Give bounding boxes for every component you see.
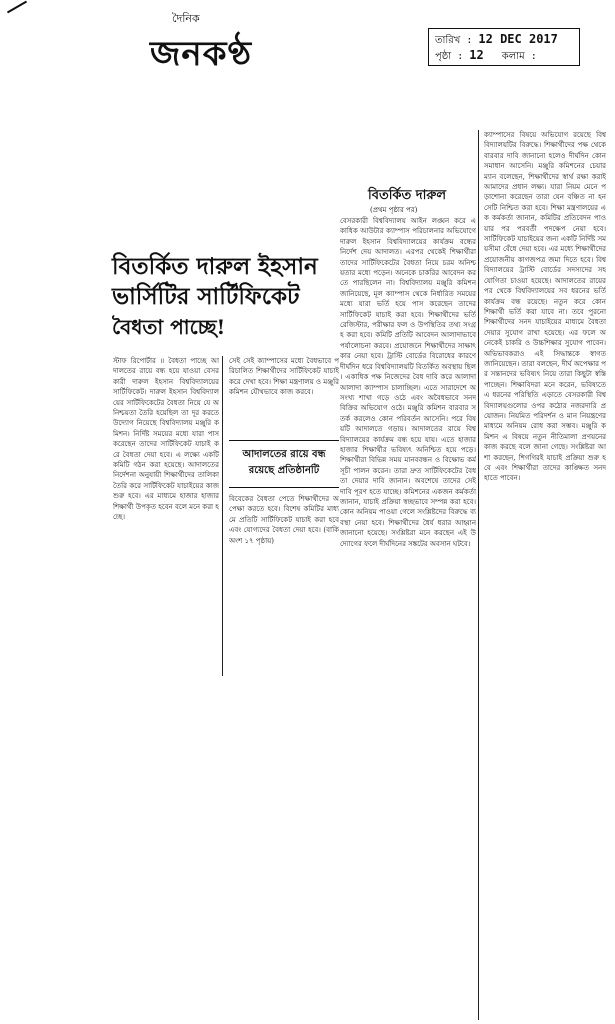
- article-body-column-2-lower: বিবেকের বৈধতা পেতে শিক্ষার্থীদের অপেক্ষা করতে হবে। বিশেষ কমিটির মাধ্যমে প্রতিটি সার্টিফিকেট যাচাই করা হবে এবং যোগ্যদের বৈধতা দেয়া হবে। (বাকি অংশ ১৭ পৃষ্ঠায়): [229, 495, 339, 545]
- continuation-column-divider: [478, 130, 479, 1020]
- headline-line-2: ভার্সিটির সার্টিফিকেট: [112, 283, 300, 310]
- article-body-column-1: স্টাফ রিপোর্টার ॥ বৈধতা পাচ্ছে আদালতের রায়ে বন্ধ হয়ে যাওয়া বেসরকারী দারুল ইহসান বিশ্ববিদ্যালয়ের সার্টিফিকেট। দারুল ইহসান বিশ্ববিদ্যালয়ের সার্টিফিকেটের বৈধতা নিয়ে যে অনিশ্চয়তা তৈরি হয়েছিল তা দূর করতে উদ্যোগ নিয়েছে বিশ্ববিদ্যালয় মঞ্জুরি কমিশন। নির্দিষ্ট সময়ের মধ্যে যারা পাস করেছেন তাদের সার্টিফিকেট যাচাই করে বৈধতা দেয়া হবে। এ লক্ষ্যে একটি কমিটি গঠন করা হয়েছে। আদালতের নির্দেশনা অনুযায়ী শিক্ষার্থীদের তালিকা তৈরি করে সার্টিফিকেট যাচাইয়ের কাজ শুরু হবে। এর মাধ্যমে হাজার হাজার শিক্ষার্থী উপকৃত হবেন বলে মনে করা হচ্ছে।: [113, 357, 219, 522]
- article-body-column-2: সেই সেই ক্যাম্পাসের মধ্যে বৈধভাবে পরিচালিত শিক্ষার্থীদের সার্টিফিকেট যাচাই করে দেখা হবে। শিক্ষা মন্ত্রণালয় ও মঞ্জুরি কমিশন যৌথভাবে কাজ করবে।: [229, 357, 339, 397]
- clipping-date-stamp: তারিখ : 12 DEC 2017 পৃষ্ঠা : 12 কলাম :: [428, 28, 580, 66]
- stamp-date-label: তারিখ: [435, 35, 461, 46]
- article-subhead: আদালতের রায়ে বন্ধ রয়েছে প্রতিষ্ঠানটি: [229, 440, 339, 488]
- masthead-tagline: দৈনিক: [172, 12, 200, 25]
- column-divider: [222, 356, 223, 676]
- newspaper-masthead: জনকণ্ঠ: [150, 34, 253, 74]
- stamp-page-label: পৃষ্ঠা: [435, 51, 452, 62]
- continuation-body-column-2: ক্যাম্পাসের বিষয়ে অভিযোগ রয়েছে বিশ্ববিদ্যালয়টির বিরুদ্ধে। শিক্ষার্থীদের পক্ষ থেকে বারবার দাবি জানানো হলেও দীর্ঘদিন কোন সমাধান আসেনি। মঞ্জুরি কমিশনের চেয়ারম্যান বলেছেন, শিক্ষার্থীদের স্বার্থ রক্ষা করাই আমাদের প্রধান লক্ষ্য। যারা নিয়ম মেনে পড়াশোনা করেছেন তারা যেন বঞ্চিত না হন সেটি নিশ্চিত করা হবে। শিক্ষা মন্ত্রণালয়ের এক কর্মকর্তা জানান, কমিটির প্রতিবেদন পাওয়ার পর পরবর্তী পদক্ষেপ নেয়া হবে। সার্টিফিকেট যাচাইয়ের জন্য একটি নির্দিষ্ট সময়সীমা বেঁধে দেয়া হবে। এর মধ্যে শিক্ষার্থীদের প্রয়োজনীয় কাগজপত্র জমা দিতে হবে। বিশ্ববিদ্যালয়ের ট্রাস্টি বোর্ডের সদস্যদের সহযোগিতা চাওয়া হয়েছে। আদালতের রায়ের পর থেকে বিশ্ববিদ্যালয়ের সব ধরনের ভর্তি কার্যক্রম বন্ধ রয়েছে। নতুন করে কোন শিক্ষার্থী ভর্তি করা যাবে না। তবে পুরনো শিক্ষার্থীদের সনদ যাচাইয়ের মাধ্যমে বৈধতা দেয়ার সুযোগ রাখা হয়েছে। এর ফলে অনেকেই চাকরি ও উচ্চশিক্ষার সুযোগ পাবেন। অভিভাবকরাও এই সিদ্ধান্তকে স্বাগত জানিয়েছেন। তারা বলছেন, দীর্ঘ অপেক্ষার পর সন্তানদের ভবিষ্যৎ নিয়ে তারা কিছুটা স্বস্তি পাচ্ছেন। শিক্ষাবিদরা মনে করেন, ভবিষ্যতে এ ধরনের পরিস্থিতি এড়াতে বেসরকারী বিশ্ববিদ্যালয়গুলোর ওপর কঠোর নজরদারি প্রয়োজন। নিয়মিত পরিদর্শন ও মান নিয়ন্ত্রণের মাধ্যমে অনিয়ম রোধ করা সম্ভব। মঞ্জুরি কমিশন এ বিষয়ে নতুন নীতিমালা প্রণয়নের কাজ করছে বলে জানা গেছে। সংশ্লিষ্টরা আশা করছেন, শিগগিরই যাচাই প্রক্রিয়া শুরু হবে এবং শিক্ষার্থীরা তাদের কাঙ্ক্ষিত সনদ হাতে পাবেন।: [484, 131, 606, 483]
- headline-line-1: বিতর্কিত দারুল ইহসান: [112, 253, 318, 280]
- continuation-title: বিতর্কিত দারুল: [368, 188, 447, 203]
- stamp-page-value: 12: [469, 48, 484, 62]
- continuation-note: (প্রথম পৃষ্ঠার পর): [370, 206, 418, 214]
- headline-line-3: বৈধতা পাচ্ছে!: [112, 315, 226, 339]
- corner-pen-mark: [7, 1, 27, 14]
- continuation-body-column-1: বেসরকারী বিশ্ববিদ্যালয় আইন লঙ্ঘন করে একাধিক আউটার ক্যাম্পাস পরিচালনার অভিযোগে দারুল ইহসান বিশ্ববিদ্যালয়ের কার্যক্রম বন্ধের নির্দেশ দেয় আদালত। এরপর থেকেই শিক্ষার্থীরা তাদের সার্টিফিকেটের বৈধতা নিয়ে চরম অনিশ্চয়তার মধ্যে পড়েন। অনেকে চাকরির আবেদন করতে পারছিলেন না। বিশ্ববিদ্যালয় মঞ্জুরি কমিশন জানিয়েছে, মূল ক্যাম্পাস থেকে নির্ধারিত সময়ের মধ্যে যারা ভর্তি হয়ে পাস করেছেন তাদের সার্টিফিকেট যাচাই করা হবে। শিক্ষার্থীদের ভর্তি রেজিস্টার, পরীক্ষার ফল ও উপস্থিতির তথ্য সংগ্রহ করা হবে। কমিটি প্রতিটি আবেদন আলাদাভাবে পর্যালোচনা করবে। প্রয়োজনে শিক্ষার্থীদের সাক্ষাৎকার নেয়া হবে। ট্রাস্টি বোর্ডের বিরোধের কারণে দীর্ঘদিন ধরে বিশ্ববিদ্যালয়টি বিতর্কিত অবস্থায় ছিল। একাধিক পক্ষ নিজেদের বৈধ দাবি করে আলাদা আলাদা ক্যাম্পাস চালাচ্ছিল। এতে সারাদেশে অসংখ্য শাখা গড়ে ওঠে এবং অবৈধভাবে সনদ বিক্রির অভিযোগ ওঠে। মঞ্জুরি কমিশন বারবার সতর্ক করলেও কোন পরিবর্তন আসেনি। পরে বিষয়টি আদালতে গড়ায়। আদালতের রায়ে বিশ্ববিদ্যালয়ের কার্যক্রম বন্ধ হয়ে যায়। এতে হাজার হাজার শিক্ষার্থীর ভবিষ্যৎ অনিশ্চিত হয়ে পড়ে। শিক্ষার্থীরা বিভিন্ন সময় মানববন্ধন ও বিক্ষোভ কর্মসূচী পালন করেন। তারা দ্রুত সার্টিফিকেটের বৈধতা দেয়ার দাবি জানান। অবশেষে তাদের সেই দাবি পূরণ হতে যাচ্ছে। কমিশনের একজন কর্মকর্তা জানান, যাচাই প্রক্রিয়া স্বচ্ছভাবে সম্পন্ন করা হবে। কোন অনিয়ম পাওয়া গেলে সংশ্লিষ্টদের বিরুদ্ধে ব্যবস্থা নেয়া হবে। শিক্ষার্থীদের ধৈর্য ধরার আহ্বান জানানো হয়েছে। সংশ্লিষ্টরা মনে করছেন এই উদ্যোগের ফলে দীর্ঘদিনের সঙ্কটের অবসান ঘটবে।: [340, 217, 476, 548]
- stamp-column-label: কলাম: [501, 51, 525, 62]
- stamp-date-value: 12 DEC 2017: [478, 32, 558, 46]
- article-headline: [112, 252, 352, 342]
